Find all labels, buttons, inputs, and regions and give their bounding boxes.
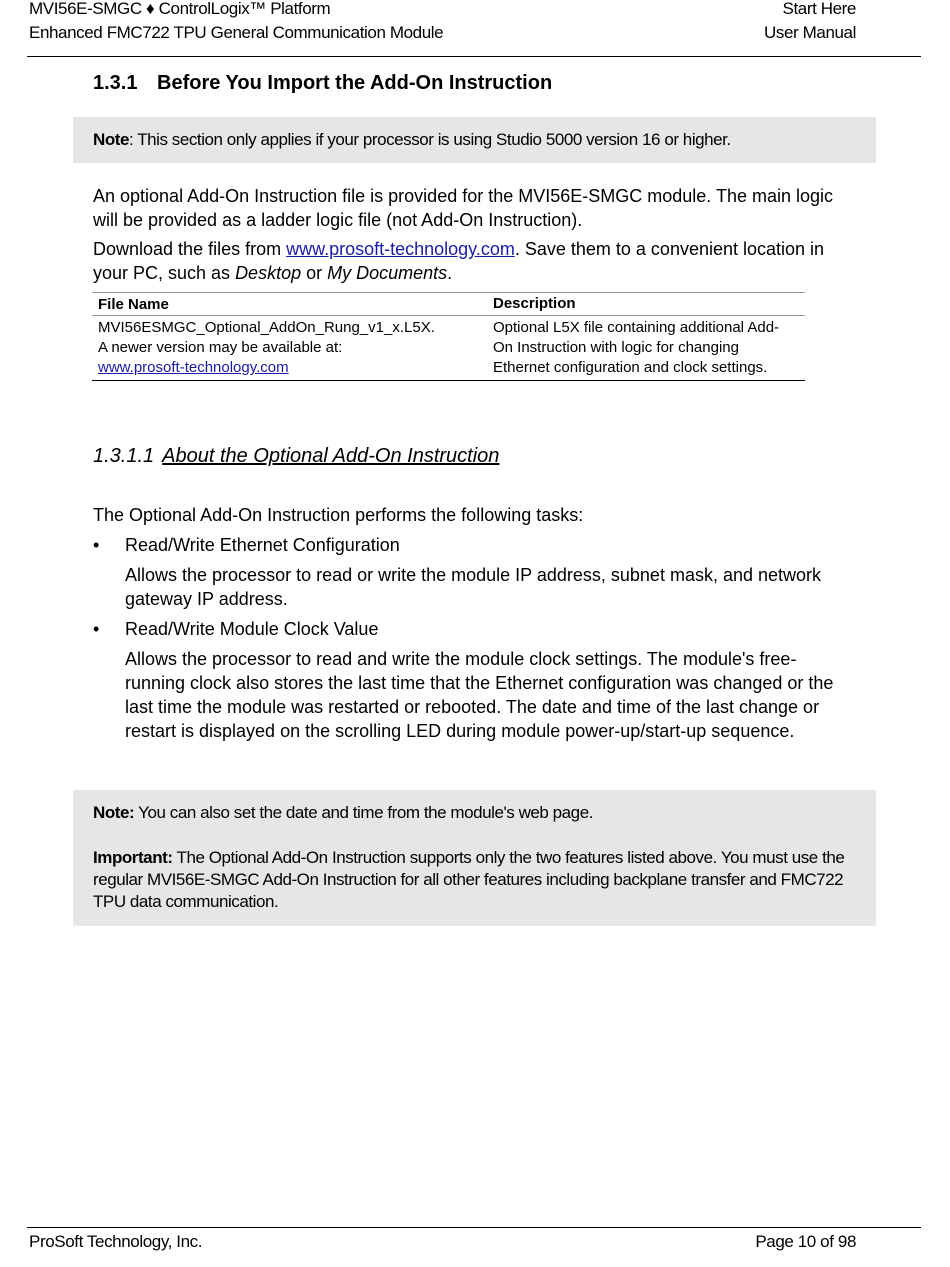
header-module-name: Enhanced FMC722 TPU General Communication Module: [29, 23, 444, 42]
header-product-name: MVI56E-SMGC ♦ ControlLogix™ Platform: [29, 0, 331, 18]
desktop-text: Desktop: [235, 263, 302, 283]
note-web-page: [93, 802, 856, 824]
column-header-description: Description: [490, 293, 805, 316]
header-chapter-name: Start Here: [782, 0, 856, 18]
important-text: The Optional Add-On Instruction supports only the two features listed above. You must use the regular MVI56E-SMGC Add-On Instruction for all other features including backplane transfer and FMC722 TPU data communication.: [93, 848, 845, 911]
header-rule: [27, 56, 921, 57]
download-text-end: .: [447, 263, 453, 283]
note-box-studio-version: [73, 117, 876, 163]
prosoft-website-link[interactable]: www.prosoft-technology.com: [286, 239, 515, 259]
download-text-mid: . Save them to a convenient location in your PC, such as: [93, 239, 825, 283]
file-download-link[interactable]: www.prosoft-technology.com: [98, 359, 289, 376]
subsection-number: 1.3.1.1: [93, 445, 155, 467]
subsection-title: About the Optional Add-On Instruction: [162, 445, 500, 467]
header-doc-type: User Manual: [764, 23, 856, 42]
task-desc-ethernet: Allows the processor to read or write the module IP address, subnet mask, and network gateway IP address.: [125, 565, 822, 609]
important-note: [93, 847, 856, 913]
column-header-file-name: File Name: [92, 293, 490, 316]
table-row: [92, 316, 805, 381]
section-number: 1.3.1: [93, 72, 138, 94]
task-title-ethernet: Read/Write Ethernet Configuration: [125, 535, 400, 555]
file-availability-note: A newer version may be available at:: [98, 339, 343, 356]
file-description-cell: Optional L5X file containing additional Add-On Instruction with logic for changing Ethernet configuration and clock settings.: [490, 316, 805, 381]
download-text-or: or: [301, 263, 328, 283]
task-desc-clock: Allows the processor to read and write the module clock settings. The module's free-running clock also stores the last time that the Ethernet configuration was changed or the last time the module was restarted or rebooted. The date and time of the last change or restart is displayed on the scrolling LED during module power-up/start-up sequence.: [125, 649, 834, 741]
footer-rule: [27, 1227, 921, 1228]
footer-company: ProSoft Technology, Inc.: [29, 1232, 203, 1251]
download-text-pre: Download the files from: [93, 239, 287, 259]
my-documents-text: My Documents: [327, 263, 448, 283]
note-box-important: [73, 790, 876, 926]
task-title-clock: Read/Write Module Clock Value: [125, 619, 379, 639]
tasks-intro: The Optional Add-On Instruction performs the following tasks:: [93, 505, 584, 525]
subsection-heading: [93, 443, 499, 469]
section-title: Before You Import the Add-On Instruction: [157, 72, 553, 94]
footer-page-number: Page 10 of 98: [755, 1232, 856, 1251]
file-table: [92, 292, 805, 381]
note-label: Note:: [93, 803, 135, 822]
intro-paragraph: An optional Add-On Instruction file is provided for the MVI56E-SMGC module. The main logic will be provided as a ladder logic file (not Add-On Instruction).: [93, 186, 834, 230]
note-text: You can also set the date and time from the module's web page.: [134, 803, 593, 822]
file-name: MVI56ESMGC_Optional_AddOn_Rung_v1_x.L5X.: [98, 319, 435, 336]
section-heading: [93, 70, 552, 96]
file-name-cell: [92, 316, 490, 381]
download-paragraph: [93, 237, 863, 285]
table-header-row: [92, 293, 805, 316]
note-text: : This section only applies if your processor is using Studio 5000 version 16 or higher.: [128, 130, 731, 149]
bullet-icon: •: [93, 535, 100, 555]
note-label: Note: [93, 130, 129, 149]
important-label: Important:: [93, 848, 173, 867]
bullet-icon: •: [93, 619, 100, 639]
